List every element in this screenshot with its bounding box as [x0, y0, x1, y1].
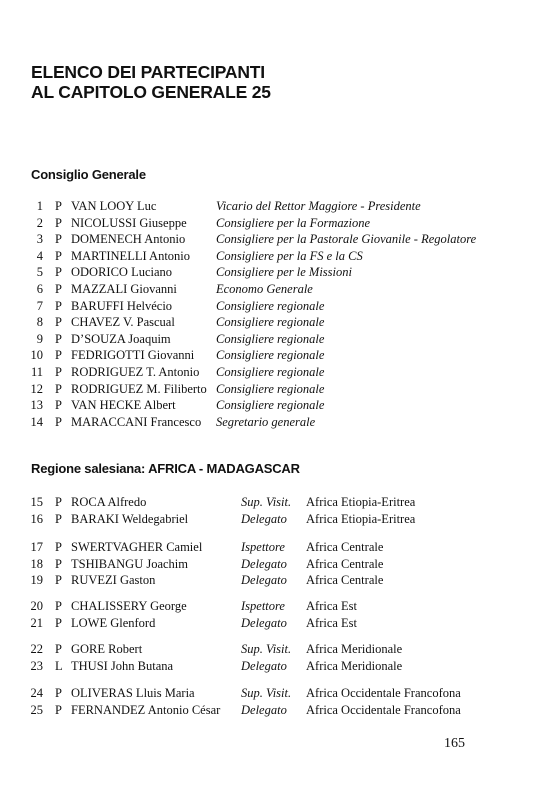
participant-name: THUSI John Butana — [71, 659, 174, 673]
participant-role: Consigliere regionale — [216, 331, 325, 346]
participant-role: Consigliere per la Formazione — [216, 215, 371, 230]
participant-number: 16 — [30, 512, 43, 526]
list-item — [0, 685, 541, 701]
participant-region: Africa Etiopia-Eritrea — [306, 512, 416, 526]
participant-name: VAN HECKE Albert — [71, 398, 176, 413]
participant-region: Africa Centrale — [306, 557, 384, 571]
participant-name: GORE Robert — [71, 642, 143, 656]
participant-name: SWERTVAGHER Camiel — [71, 540, 203, 554]
participant-role: Consigliere regionale — [216, 348, 325, 363]
participant-name: LOWE Glenford — [71, 616, 156, 630]
participant-number: 17 — [30, 540, 43, 554]
list-item — [0, 248, 541, 264]
participant-number: 15 — [30, 495, 43, 509]
participant-role: Consigliere per la Pastorale Giovanile - Regolatore — [216, 232, 477, 247]
participant-role: Delegato — [241, 512, 287, 526]
participant-region: Africa Occidentale Francofona — [306, 703, 461, 717]
participant-number: 20 — [30, 599, 43, 613]
list-item — [0, 381, 541, 397]
participant-number: 19 — [30, 573, 43, 587]
participant-number: 12 — [30, 381, 43, 396]
participant-category: P — [55, 703, 62, 717]
participant-number: 25 — [30, 703, 43, 717]
participant-category: P — [55, 348, 62, 363]
participant-name: D’SOUZA Joaquim — [71, 331, 171, 346]
list-item — [0, 539, 541, 555]
participant-number: 21 — [30, 616, 43, 630]
participant-category: P — [55, 365, 62, 379]
participant-category: P — [55, 265, 62, 280]
participant-region: Africa Centrale — [306, 540, 384, 554]
list-item — [0, 658, 541, 674]
participant-region: Africa Occidentale Francofona — [306, 686, 461, 700]
participant-number: 23 — [30, 659, 43, 673]
page-title — [31, 62, 271, 102]
page-number: 165 — [444, 736, 465, 751]
participant-role: Sup. Visit. — [241, 686, 292, 700]
participant-name: MARTINELLI Antonio — [71, 248, 191, 263]
participant-role: Delegato — [241, 616, 287, 630]
participant-role: Vicario del Rettor Maggiore - Presidente — [216, 199, 421, 213]
participant-number: 1 — [36, 199, 43, 213]
participant-name: RUVEZI Gaston — [71, 573, 156, 587]
list-item — [0, 231, 541, 247]
participant-category: L — [55, 659, 63, 673]
list-item — [0, 298, 541, 314]
participant-name: OLIVERAS Lluis Maria — [71, 686, 195, 700]
list-item — [0, 511, 541, 527]
participant-role: Delegato — [241, 557, 287, 571]
participant-category: P — [55, 573, 62, 587]
participant-category: P — [55, 540, 62, 554]
participant-name: RODRIGUEZ M. Filiberto — [71, 381, 207, 396]
participant-name: RODRIGUEZ T. Antonio — [71, 365, 200, 379]
participant-category: P — [55, 331, 62, 346]
participant-category: P — [55, 512, 62, 526]
participant-number: 8 — [36, 315, 43, 330]
participant-category: P — [55, 642, 62, 656]
participant-role: Consigliere regionale — [216, 381, 325, 396]
participant-category: P — [55, 599, 62, 613]
list-item — [0, 198, 541, 214]
list-item — [0, 598, 541, 614]
participant-number: 3 — [36, 232, 43, 247]
participant-role: Sup. Visit. — [241, 495, 292, 509]
participant-number: 9 — [36, 331, 43, 346]
participant-region: Africa Meridionale — [306, 659, 403, 673]
participant-number: 6 — [36, 282, 43, 296]
participant-name: FEDRIGOTTI Giovanni — [71, 348, 195, 363]
participant-name: MARACCANI Francesco — [71, 414, 202, 429]
list-item — [0, 414, 541, 430]
participant-role: Ispettore — [241, 540, 285, 554]
participant-name: BARAKI Weldegabriel — [71, 512, 189, 526]
participant-role: Consigliere regionale — [216, 365, 325, 379]
participant-name: BARUFFI Helvécio — [71, 298, 173, 313]
participant-category: P — [55, 215, 62, 230]
participant-category: P — [55, 298, 62, 313]
participant-number: 18 — [30, 557, 43, 571]
list-item — [0, 364, 541, 380]
participant-role: Sup. Visit. — [241, 642, 292, 656]
participant-category: P — [55, 686, 62, 700]
participant-number: 2 — [36, 215, 43, 230]
participant-number: 7 — [36, 298, 43, 313]
participant-role: Segretario generale — [216, 414, 316, 429]
participant-region: Africa Est — [306, 599, 358, 613]
list-item — [0, 397, 541, 413]
section-heading-consiglio: Consiglio Generale — [31, 167, 146, 182]
participant-role: Consigliere regionale — [216, 315, 325, 330]
participant-category: P — [55, 248, 62, 263]
participant-number: 11 — [30, 365, 43, 379]
list-item — [0, 281, 541, 297]
participant-name: TSHIBANGU Joachim — [71, 557, 189, 571]
participant-number: 10 — [30, 348, 43, 363]
participant-category: P — [55, 616, 62, 630]
list-item — [0, 556, 541, 572]
participant-region: Africa Etiopia-Eritrea — [306, 495, 416, 509]
participant-name: FERNANDEZ Antonio César — [71, 703, 221, 717]
participant-number: 4 — [36, 248, 43, 263]
participant-role: Economo Generale — [216, 282, 313, 296]
participant-region: Africa Meridionale — [306, 642, 403, 656]
participant-role: Consigliere per la FS e la CS — [216, 248, 363, 263]
participant-category: P — [55, 282, 62, 296]
participant-category: P — [55, 414, 62, 429]
list-item — [0, 215, 541, 231]
participant-number: 14 — [30, 414, 43, 429]
list-item — [0, 572, 541, 588]
title-line-1: ELENCO DEI PARTECIPANTI — [31, 62, 265, 82]
participant-role: Delegato — [241, 703, 287, 717]
participant-name: DOMENECH Antonio — [71, 232, 186, 247]
participant-category: P — [55, 495, 62, 509]
participant-category: P — [55, 232, 62, 247]
list-item — [0, 641, 541, 657]
participant-region: Africa Est — [306, 616, 358, 630]
participant-category: P — [55, 381, 62, 396]
list-item — [0, 314, 541, 330]
participant-name: VAN LOOY Luc — [71, 199, 157, 213]
participant-role: Delegato — [241, 573, 287, 587]
list-item — [0, 347, 541, 363]
list-item — [0, 264, 541, 280]
participant-region: Africa Centrale — [306, 573, 384, 587]
participant-category: P — [55, 199, 62, 213]
participant-role: Consigliere per le Missioni — [216, 265, 352, 280]
participant-number: 5 — [36, 265, 43, 280]
participant-name: MAZZALI Giovanni — [71, 282, 177, 296]
list-item — [0, 702, 541, 718]
participant-number: 13 — [30, 398, 43, 413]
list-item — [0, 331, 541, 347]
participant-number: 24 — [30, 686, 43, 700]
participant-name: CHAVEZ V. Pascual — [71, 315, 175, 330]
participant-role: Ispettore — [241, 599, 285, 613]
participant-role: Consigliere regionale — [216, 298, 325, 313]
participant-name: ODORICO Luciano — [71, 265, 173, 280]
participant-category: P — [55, 398, 62, 413]
participant-role: Consigliere regionale — [216, 398, 325, 413]
list-item — [0, 615, 541, 631]
participant-name: ROCA Alfredo — [71, 495, 147, 509]
participant-role: Delegato — [241, 659, 287, 673]
participant-name: CHALISSERY George — [71, 599, 187, 613]
participant-number: 22 — [30, 642, 43, 656]
participant-category: P — [55, 557, 62, 571]
participant-category: P — [55, 315, 62, 330]
section-heading-regione: Regione salesiana: AFRICA - MADAGASCAR — [31, 461, 300, 476]
title-line-2: AL CAPITOLO GENERALE 25 — [31, 82, 271, 102]
list-item — [0, 494, 541, 510]
participant-name: NICOLUSSI Giuseppe — [71, 215, 187, 230]
